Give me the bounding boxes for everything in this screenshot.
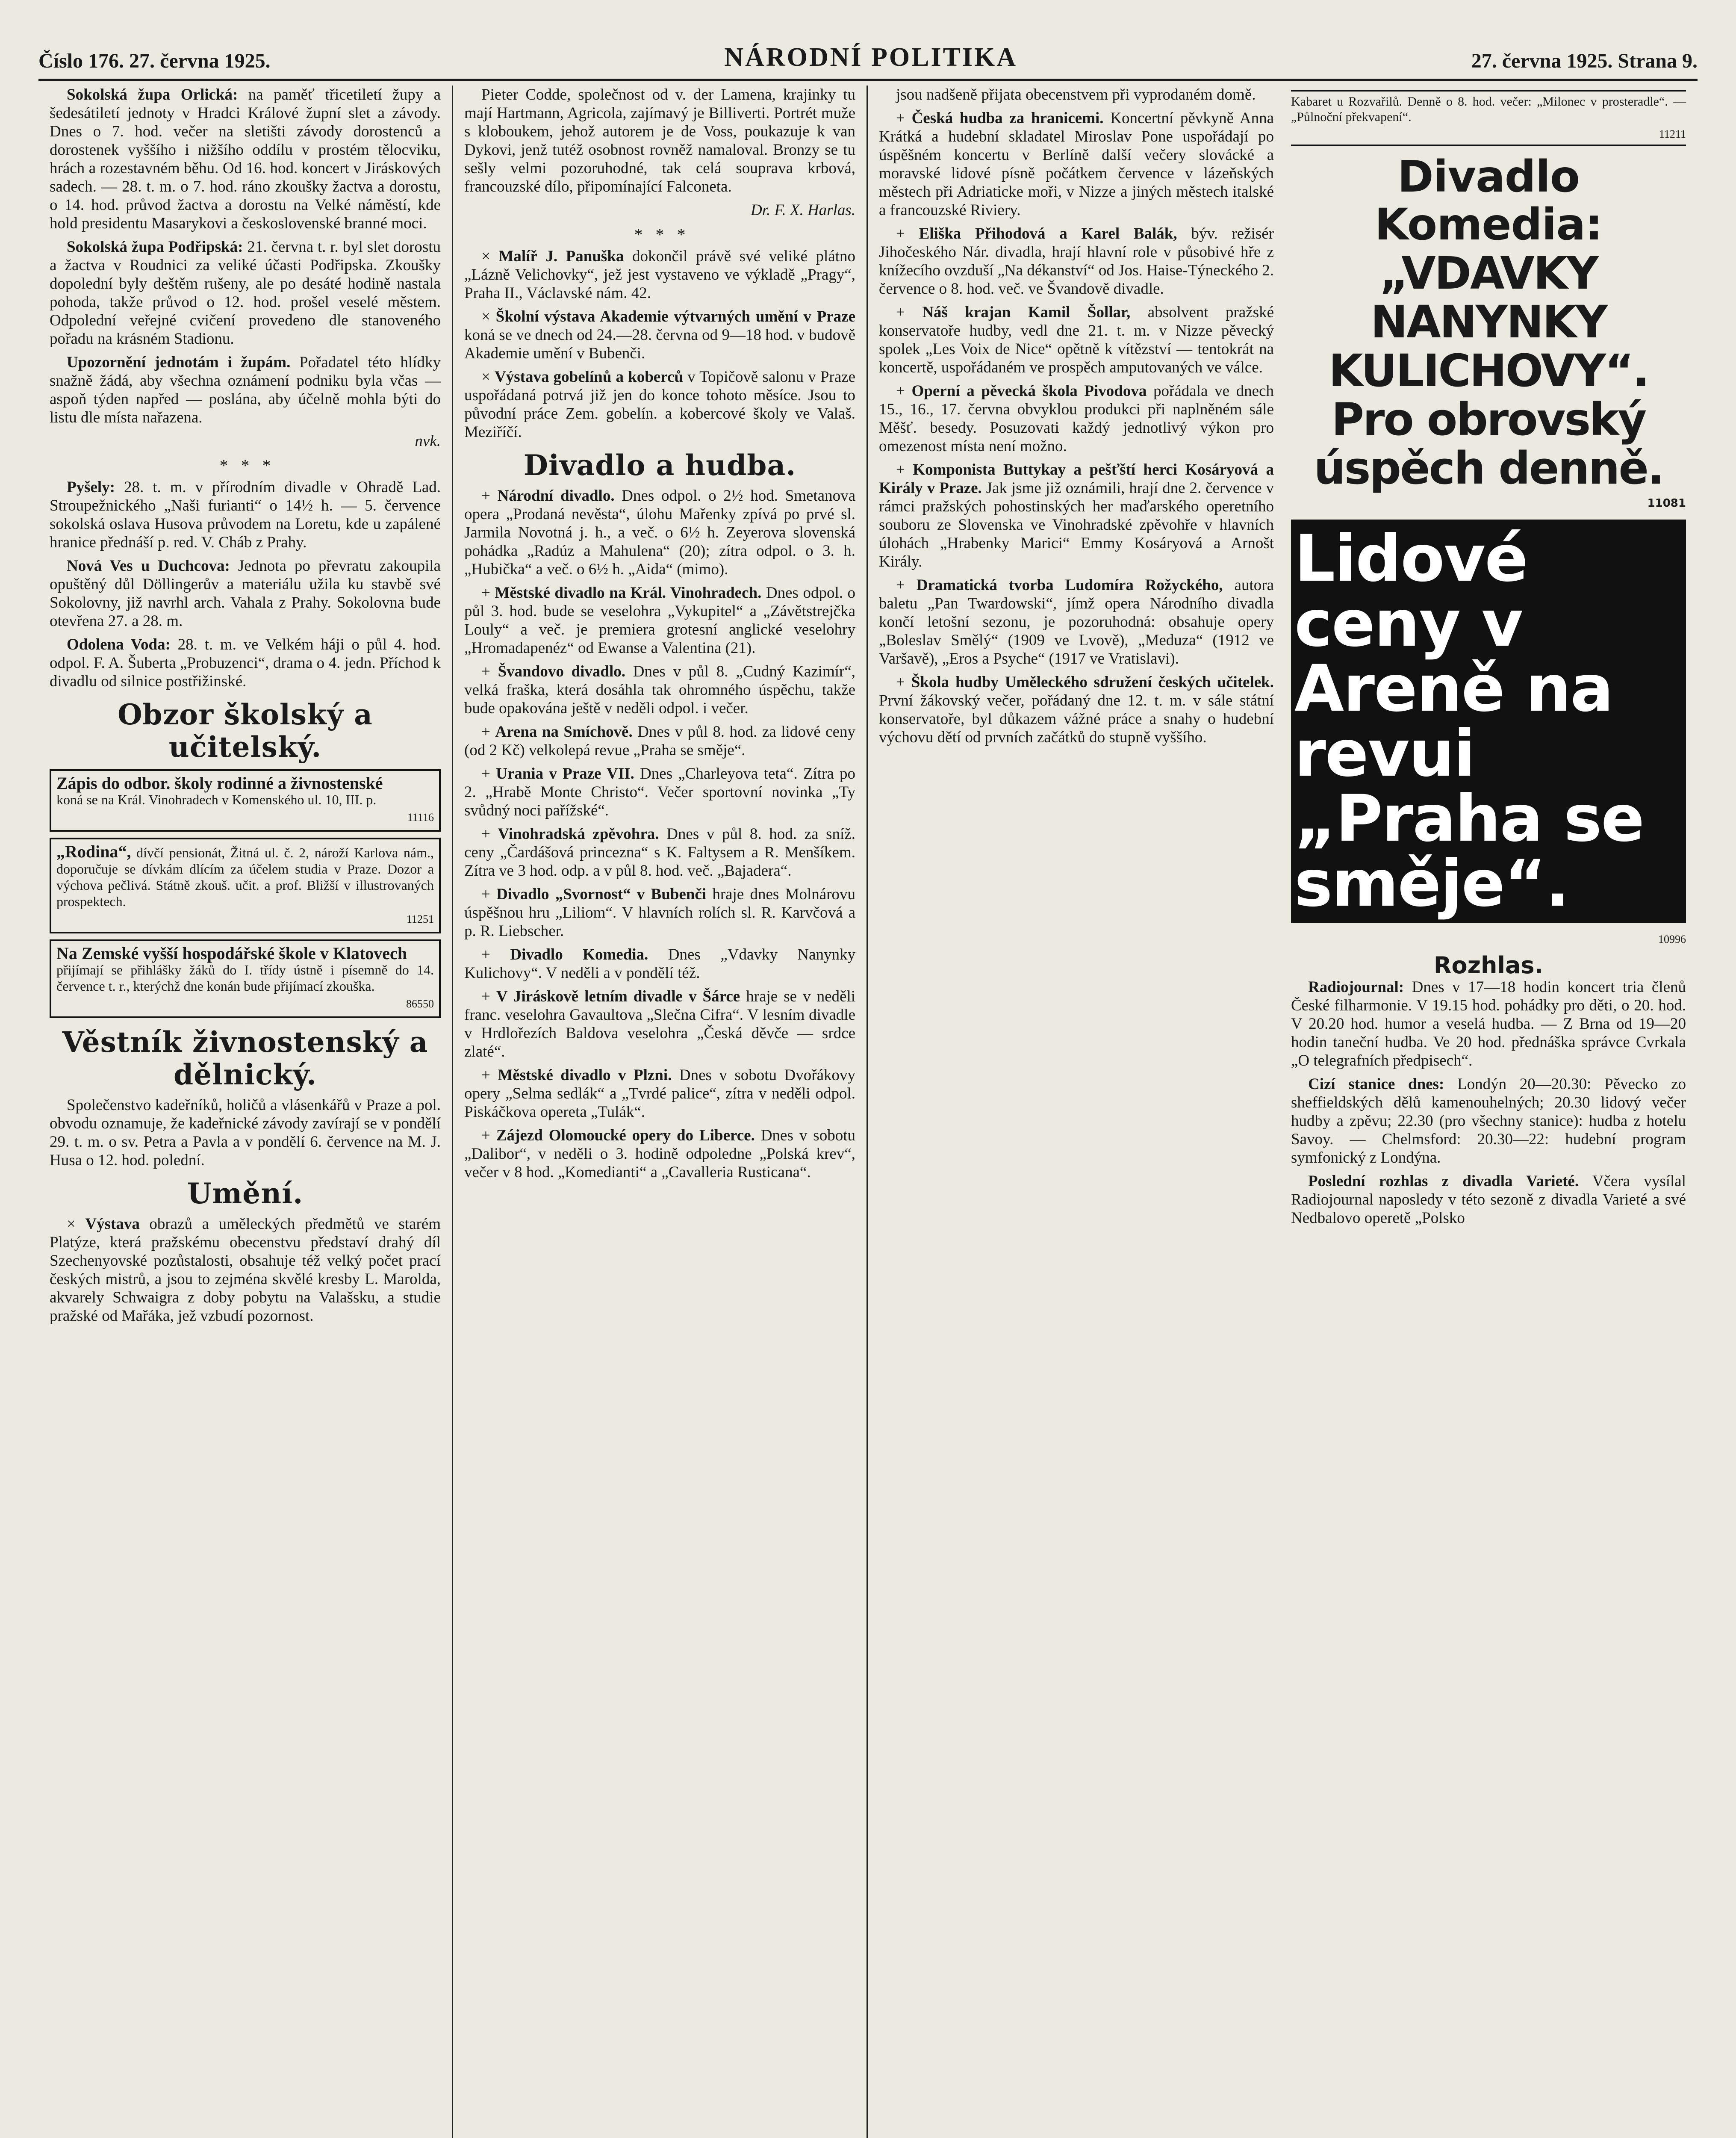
advertisement: Zápis do odbor. školy rodinné a živnostenské koná se na Král. Vinohradech v Komenského ul. 10, III. p. 11116 (50, 769, 441, 832)
article: + Městské divadlo na Král. Vinohradech. Dnes odpol. o půl 3. hod. bude se veselohra „Vykupitel“ a „Závětstrejčka Louly“ a več. je premiera grotesní anglické veselohry „Hromadapenéz“ od Ewanse a Valentina (21). (464, 584, 856, 657)
article: + V Jiráskově letním divadle v Šárce hraje se v neděli franc. veselohra Gavaultova „Slečna Cifra“. V lesním divadle v Hrdlořezích Baldova veselohra „Česká děvče — srdce zlaté“. (464, 988, 856, 1060)
ad-number: 10996 (1658, 933, 1686, 945)
article: Pieter Codde, společnost od v. der Lamena, krajinky tu mají Hartmann, Agricola, zajímavý je Billiverti. Portrét muže s kloboukem, jehož autorem je de Voss, poukazuje k van Dykovi, jenž tutéž osobnost rovněž namaloval. Bronzy se tu sešly velmi pozoruhodné, tak celá souprava krbová, francouzské dílo, připomínající Falconeta. (464, 86, 855, 195)
article: Odolena Voda: 28. t. m. ve Velkém háji o půl 4. hod. odpol. F. A. Šuberta „Probuzenci“, drama o 4. jedn. Příchod k divadlu od silnice postřižinské. (50, 636, 441, 690)
article: + Národní divadlo. Dnes odpol. o 2½ hod. Smetanova opera „Prodaná nevěsta“, úlohu Mařenky zpívá po prvé sl. Jarmila Novotná j. h., a več. o 6½ h. Zeyerova slovenská pohádka „Radúz a Mahulena“ (20); zítra odpol. o 3. h. „Hubička“ a več. o 6½ h. „Aida“ (mimo). (464, 487, 856, 578)
advertisement: Na Zemské vyšší hospodářské škole v Klatovech přijímají se přihlášky žáků do I. třídy ústně i písemně do 14. července t. r., kterýchž dne konán bude přijímací zkouška. 86550 (50, 939, 441, 1018)
article: Společenstvo kadeřníků, holičů a vlásenkářů v Praze a pol. obvodu oznamuje, že kadeřnické závody zavírají se v pondělí 29. t. m. o sv. Petra a Pavla a v pondělí 6. července na M. J. Husa o 12. hod. polední. (50, 1096, 441, 1169)
article: + Dramatická tvorba Ludomíra Rožyckého, autora baletu „Pan Twardowski“, jímž opera Národního divadla končí letošní sezonu, je pozoruhodná: obsahuje opery „Boleslav Smělý“ (1909 ve Lvově), „Meduza“ (1912 ve Varšavě), „Eros a Psyche“ (1917 ve Vratislavi). (879, 576, 1274, 667)
article: Poslední rozhlas z divadla Varieté. Včera vysílal Radiojournal naposledy v této sezoně z divadla Varieté a své Nedbalovo operetě „Polsko (1291, 1172, 1686, 1227)
article: Cizí stanice dnes: Londýn 20—20.30: Pěvecko zo sheffieldských dělů kamenouhelných; 20.30 lidový večer hudby a zpěvu; 22.30 (pro všechny stanice): hudba z hotelu Savoy. — Chelmsford: 20.30—22: hudební program symfonický z Londýna. (1291, 1075, 1686, 1166)
article: + Eliška Přihodová a Karel Balák, býv. režisér Jihočeského Nár. divadla, hrají hlavní role v působivé hře z knížecího ovzduší „Na dékanství“ od Jos. Haise-Týneckého 2. července o 8. hod. več. ve Švandově divadle. (879, 225, 1274, 298)
article: + Vinohradská zpěvohra. Dnes v půl 8. hod. za sníž. ceny „Čardášová princezna“ s K. Faltysem a R. Menšíkem. Zítra ve 3 hod. odp. a v půl 8. hod. več. „Bajadera“. (464, 825, 855, 880)
masthead (38, 26, 1698, 81)
article: Pyšely: 28. t. m. v přírodním divadle v Ohradě Lad. Stroupežnického „Naši furianti“ o 14½ h. — 5. července sokolská oslava Husova průvodem na Loretu, kde u zapálené hranice přednáší p. red. V. Cháb z Prahy. (50, 478, 441, 551)
article: Radiojournal: Dnes v 17—18 hodin koncert tria členů České filharmonie. V 19.15 hod. pohádky pro děti, o 20. hod. V 20.20 hod. humor a veselá hudba. — Z Brna od 19—20 hodin taneční hudba. Ve 20 hod. přednáška správce Cvrkala „O telegrafních předpisech“. (1291, 978, 1686, 1069)
section-heading-theatre: Divadlo a hudba. (523, 449, 796, 482)
section-heading-radio: Rozhlas. (1433, 952, 1544, 979)
signature: Dr. F. X. Harlas. (751, 201, 855, 219)
article: × Malíř J. Panuška dokončil právě své veliké plátno „Lázně Velichovky“, jež jest vystaveno ve výkladě „Pragy“, Praha II., Václavské nám. 42. (464, 248, 855, 302)
divider: * * * (219, 456, 271, 475)
article: + Městské divadlo v Plzni. Dnes v sobotu Dvořákovy opery „Selma sedlák“ a „Tvrdé palice“, zítra v neděli odpol. Piskáčkova opereta „Tulák“. (464, 1066, 856, 1121)
divider: * * * (634, 225, 686, 244)
signature: nvk. (415, 432, 441, 450)
advertisement-lidove-ceny: Lidové ceny v Areně na revui „Praha se směje“. (1291, 520, 1686, 923)
column-2 (453, 86, 868, 2138)
article: Upozornění jednotám i župám. Pořadatel této hlídky snažně žádá, aby všechna oznámení podniku byla včas — aspoň týden napřed — poslána, aby účelně mohla býti do listu dle místa nařazena. (50, 354, 441, 426)
article: + Divadlo „Svornost“ v Bubenči hraje dnes Molnárovu úspěšnou hru „Liliom“. V hlavních rolích sl. R. Karvčová a p. R. Liebscher. (464, 886, 855, 940)
article: × Školní výstava Akademie výtvarných umění v Praze koná se ve dnech od 24.—28. června od 9—18 hod. v budově Akademie umění v Bubenči. (464, 308, 855, 362)
article: + Škola hudby Uměleckého sdružení českých učitelek. První žákovský večer, pořádaný dne 12. t. m. v sále státní konservatoře, byl důkazem vážné práce a snahy o hudební výchovu dětí od prvních začátků do stupně vyššího. (879, 673, 1274, 746)
section-heading-school: Obzor školský a učitelský. (118, 698, 373, 764)
advertisement-kabaret: Kabaret u Rozvařilů. Denně o 8. hod. večer: „Milonec v prosteradle“. — „Půlnoční překvapení“. 11211 (1291, 90, 1686, 146)
date-page: 27. června 1925. Strana 9. (1471, 50, 1698, 72)
newspaper-title: NÁRODNÍ POLITIKA (724, 43, 1018, 72)
article: × Výstava obrazů a uměleckých předmětů ve starém Platýze, která pražskému obecenstvu představí drahý díl Szechenyovské pozůstalosti, obsahuje též velký počet prací českých mistrů, a jsou to zejména skvělé kresby L. Marolda, akvarely Schwaigra z doby pobytu na Valašsku, a studie pražské od Mařáka, jež vzbudí pozornost. (50, 1215, 441, 1325)
issue-number: Číslo 176. 27. června 1925. (38, 50, 271, 72)
article: Sokolská župa Podřipská: 21. června t. r. byl slet dorostu a žactva v Roudnici za veliké účasti Podřipska. Zkoušky dopolední byly deštěm rušeny, ale po desáté hodině nastala pohoda, takže průvod o 12. hod. prošel veselé městem. Odpolední veřejné cvičení provedeno dle stanoveného pořadu na krásném Stadionu. (50, 238, 441, 348)
article: Nová Ves u Duchcova: Jednota po převratu zakoupila opuštěný důl Döllingerův a materiálu užila ku stavbě své Sokolovny, již navrhl arch. Vahala z Prahy. Sokolovna bude otevřena 27. a 28. m. (50, 557, 441, 630)
section-heading-trade: Věstník živnostenský a dělnický. (62, 1025, 428, 1091)
article: + Urania v Praze VII. Dnes „Charleyova teta“. Zítra po 2. „Hrabě Monte Christo“. Večer sportovní novinka „Ty svůdný noci pařížské“. (464, 765, 855, 819)
article: Sokolská župa Orlická: na paměť třicetiletí župy a šedesátiletí jednoty v Hradci Králové župní slet a závody. Dnes o 7. hod. večer na sletišti závody dorostenců a dorostenek vyššího i nižšího oddílu v prostém tělocviku, hrách a rozestavném běhu. Od 16. hod. koncert v Jiráskových sadech. — 28. t. m. o 7. hod. ráno zkoušky žactva a dorostu, o 14. hod. průvod žactva a dorostu na Velké náměstí, kde hold presidentu Masarykovi a československé branné moci. (50, 86, 441, 232)
article: + Komponista Buttykay a pešťští herci Kosáryová a Király v Praze. Jak jsme již oznámili, hrají dne 2. července v rámci pražských pohostinských her maďarského operetního souboru ze Slovenska ve Vinohradské zpěvohře v hlavních úlohách „Hrabenky Marici“ Emmy Kosáryová a Arnošt Király. (879, 461, 1274, 570)
section-heading-art: Umění. (187, 1177, 304, 1210)
article: + Náš krajan Kamil Šollar, absolvent pražské konservatoře hudby, vedl dne 21. t. m. v Nizze pěvecký spolek „Les Voix de Nice“ opětně k vítězství — tentokrát na koncertě, uspořádaném ve prospěch amputovaných ve válce. (879, 304, 1274, 376)
article: + Švandovo divadlo. Dnes v půl 8. „Cudný Kazimír“, velká fraška, která dosáhla tak ohromného úspěchu, takže bude opakována ještě v neděli odpol. i večer. (464, 663, 856, 717)
article: + Zájezd Olomoucké opery do Liberce. Dnes v sobotu „Dalibor“, v neděli o 3. hodině odpoledne „Polská krev“, večer v 8 hod. „Komedianti“ a „Cavalleria Rusticana“. (464, 1127, 855, 1181)
advertisement: „Rodina“, dívčí pensionát, Žitná ul. č. 2, nároží Karlova nám., doporučuje se dívkám dlícím za účelem studia v Praze. Dozor a výchova pečlivá. Státně zkouš. učit. a prof. Bližší v illustrovaných prospektech. 11251 (50, 838, 441, 933)
column-1 (38, 86, 453, 2138)
column-3 (868, 86, 1697, 2138)
article: × Výstava gobelínů a koberců v Topičově salonu v Praze uspořádaná potrvá již jen do konce tohoto měsíce. Jsou to původní práce Zem. gobelín. a kobercové školy ve Valaš. Meziříčí. (464, 368, 855, 441)
article: + Arena na Smíchově. Dnes v půl 8. hod. za lidové ceny (od 2 Kč) velkolepá revue „Praha se směje“. (464, 723, 856, 759)
article: jsou nadšeně přijata obecenstvem při vyprodaném domě. (896, 86, 1256, 103)
columns (38, 86, 1697, 2138)
advertisement-komedia: Divadlo Komedia: „VDAVKY NANYNKY KULICHOVY“. Pro obrovský úspěch denně. 11081 (1314, 151, 1686, 510)
article: + Česká hudba za hranicemi. Koncertní pěvkyně Anna Krátká a hudební skladatel Miroslav Pone uspořádají po úspěšném koncertu v Berlíně další večery slovácké a moravské lidové písně počátkem července v lázeňských městech při Adriaticke moři, v Nizze a jiných městech italské a francouzské Riviery. (879, 109, 1274, 219)
article: + Divadlo Komedia. Dnes „Vdavky Nanynky Kulichovy“. V neděli a v pondělí též. (464, 946, 855, 982)
article: + Operní a pěvecká škola Pivodova pořádala ve dnech 15., 16., 17. června obvyklou produkci při naplněném sále Měšť. besedy. Posuzovati každý jednotlivý výkon pro omezenost místa není možno. (879, 382, 1274, 455)
